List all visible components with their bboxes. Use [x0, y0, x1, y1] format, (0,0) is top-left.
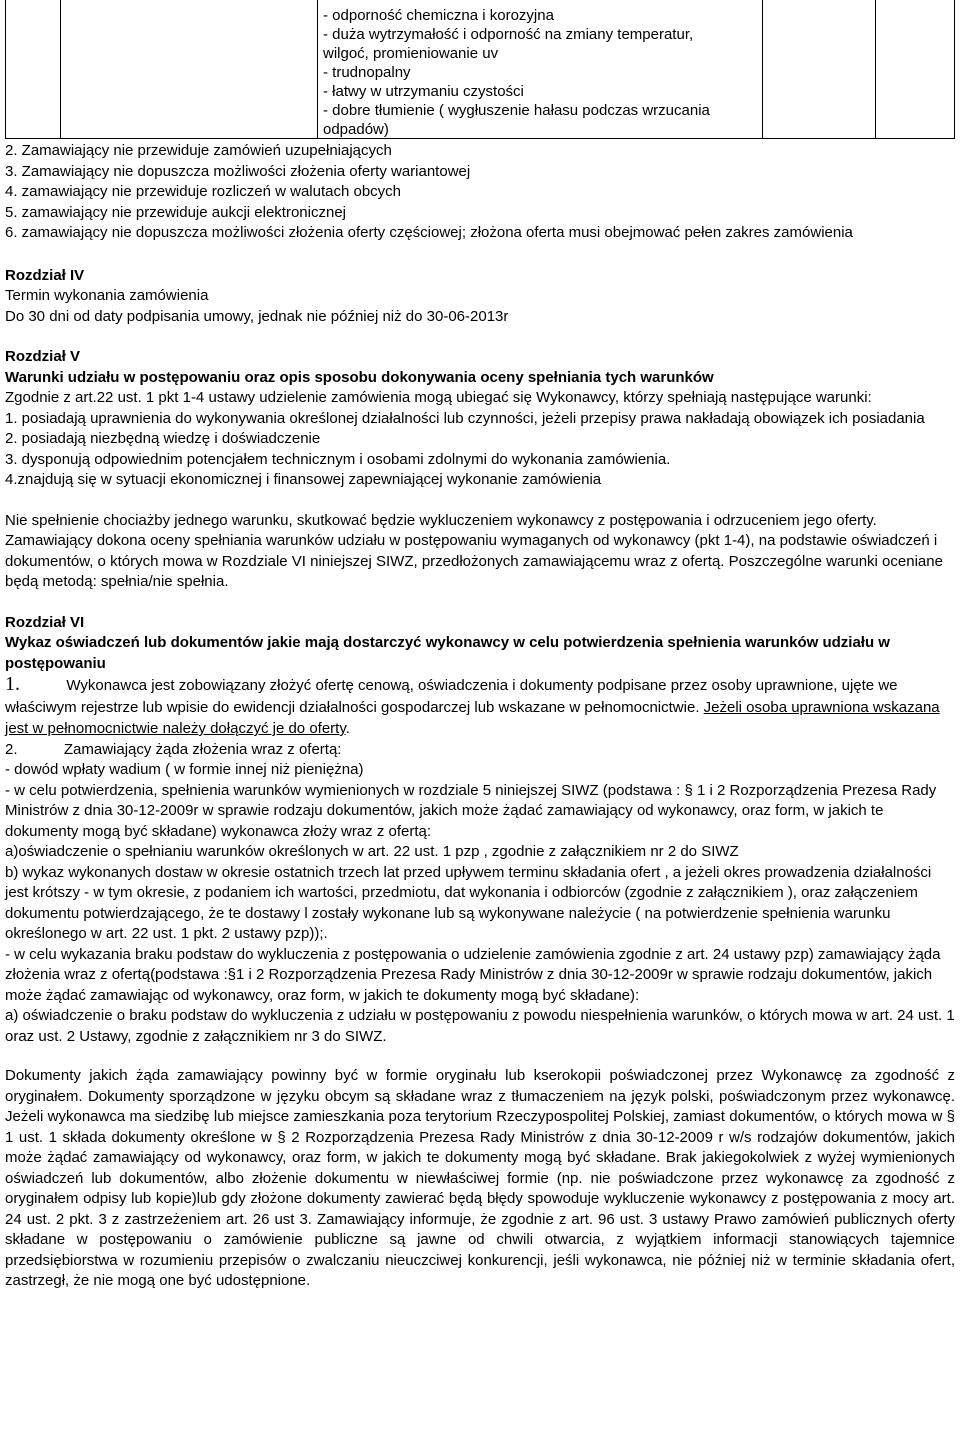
list-item: 3. dysponują odpowiednim potencjałem technicznym i osobami zdolnymi do wykonania zamówienia.	[5, 450, 671, 468]
list-line: a)oświadczenie o spełnianiu warunków określonych w art. 22 ust. 1 pzp , zgodnie z załącznikiem nr 2 do SIWZ	[5, 843, 739, 860]
list-line: a) oświadczenie o braku podstaw do wykluczenia z udziału w postępowaniu z powodu niespełnienia warunków, o których mowa w art. 24 ust. 1 oraz ust. 2 Ustawy, zgodnie z załącznikiem nr 3 do SIWZ.	[5, 1007, 955, 1045]
numbered-item	[5, 674, 955, 740]
item-text: Wykonawca jest zobowiązany złożyć ofertę cenową, oświadczenia i dokumenty podpisane przez osoby uprawnione, ujęte we właściwym rejestrze lub wpisie do ewidencji działalności gospodarczej lub wskazane w pełnomocnictwie.	[5, 677, 898, 716]
punctuation: .	[345, 720, 350, 737]
item-number: 2.	[5, 740, 18, 758]
table-border	[875, 0, 876, 139]
spec-line: wilgoć, promieniowanie uv	[323, 45, 499, 62]
list-line: - w celu potwierdzenia, spełnienia warunków wymienionych w rozdziale 5 niniejszej SIWZ (podstawa : § 1 i 2 Rozporządzenia Prezesa Rady Ministrów z dnia 30-12-2009r w sprawie rodzaju dokumentów, jakich może żądać zamawiający od wykonawcy, oraz form, w jakich te dokumenty mogą być składane) wykonawca złoży wraz z ofertą:	[5, 781, 937, 840]
section-heading: Rozdział V	[5, 348, 81, 365]
section-heading: Rozdział VI	[5, 613, 85, 631]
section-title: Termin wykonania zamówienia	[5, 287, 209, 304]
table-border	[60, 0, 61, 139]
list-item: 6. zamawiający nie dopuszcza możliwości złożenia oferty częściowej; złożona oferta musi obejmować pełen zakres zamówienia	[5, 224, 853, 241]
section-title: Warunki udziału w postępowaniu oraz opis sposobu dokonywania oceny spełniania tych warunków	[5, 368, 714, 386]
document-body	[5, 141, 955, 1292]
numbered-item	[5, 740, 955, 761]
section-text: Do 30 dni od daty podpisania umowy, jednak nie później niż do 30-06-2013r	[5, 307, 509, 325]
spec-line: - łatwy w utrzymaniu czystości	[323, 83, 524, 100]
paragraph: Zgodnie z art.22 ust. 1 pkt 1-4 ustawy udzielenie zamówienia mogą ubiegać się Wykonawcy, którzy spełniają następujące warunki:	[5, 389, 872, 406]
list-item: 1. posiadają uprawnienia do wykonywania określonej działalności lub czynności, jeżeli przepisy prawa nakładają obowiązek ich posiadania	[5, 409, 925, 427]
paragraph: Zamawiający dokona oceny spełniania warunków udziału w postępowaniu wymaganych od wykonawcy (pkt 1-4), na podstawie oświadczeń i dokumentów, o których mowa w Rozdziale VI niniejszej SIWZ, przedłożonych zamawiającemu wraz z ofertą. Poszczególne warunki oceniane będą metodą: spełnia/nie spełnia.	[5, 532, 943, 590]
list-item: 2. Zamawiający nie przewiduje zamówień uzupełniających	[5, 142, 392, 159]
table-border	[954, 0, 955, 139]
list-item: 4. zamawiający nie przewiduje rozliczeń w walutach obcych	[5, 183, 402, 200]
table-border	[5, 0, 6, 139]
list-line: - w celu wykazania braku podstaw do wykluczenia z postępowania o udzielenie zamówienia zgodnie z art. 24 ustawy pzp) zamawiający żąda złożenia wraz z ofertą(podstawa :§1 i 2 Rozporządzenia Prezesa Rady Ministrów z dnia 30-12-2009r w sprawie rodzaju dokumentów, jakich może żądać zamawiając od wykonawcy, oraz form, w jakich te dokumenty mogą być składane):	[5, 945, 941, 1004]
paragraph: Nie spełnienie chociażby jednego warunku, skutkować będzie wykluczeniem wykonawcy z postępowania i odrzuceniem jego oferty.	[5, 511, 877, 529]
list-item: 4.znajdują się w sytuacji ekonomicznej i finansowej zapewniającej wykonanie zamówienia	[5, 471, 602, 488]
list-item: 5. zamawiający nie przewiduje aukcji elektronicznej	[5, 203, 346, 221]
spec-line: - dobre tłumienie ( wygłuszenie hałasu podczas wrzucania	[323, 102, 710, 119]
item-text: Zamawiający żąda złożenia wraz z ofertą:	[63, 740, 342, 758]
spec-line: - odporność chemiczna i korozyjna	[323, 7, 554, 24]
list-line: b) wykaz wykonanych dostaw w okresie ostatnich trzech lat przed upływem terminu składania ofert , a jeżeli okres prowadzenia działalności jest krótszy - w tym okresie, z podaniem ich wartości, przedmiotu, dat wykonania i odbiorców (zgodnie z załącznikiem ), oraz załączeniem dokumentu potwierdzającego, że te dostawy l zostały wykonane lub są wykonywane należycie ( na potwierdzenie spełnienia warunku określonego w art. 22 ust. 1 pkt. 2 ustawy pzp));.	[5, 863, 932, 942]
spec-line: - trudnopalny	[323, 64, 411, 81]
list-line: - dowód wpłaty wadium ( w formie innej niż pieniężna)	[5, 761, 364, 778]
section-heading: Rozdział IV	[5, 266, 85, 284]
final-paragraph: Dokumenty jakich żąda zamawiający powinny być w formie oryginału lub kserokopii poświadczonej przez Wykonawcę za zgodność z oryginałem. Dokumenty sporządzone w języku obcym są składane wraz z tłumaczeniem na język polski, poświadczonym przez wykonawcę. Jeżeli wykonawca ma siedzibę lub miejsce zamieszkania poza terytorium Rzeczypospolitej Polskiej, zamiast dokumentów, o których mowa w § 1 ust. 1 składa dokumenty określone w § 2 Rozporządzenia Prezesa Rady Ministrów z dnia 30-12-2009 r w/s rodzajów dokumentów, jakich może żądać zamawiający od wykonawcy, oraz form, w jakich te dokumenty mogą być składane. Brak jakiegokolwiek z wyżej wymienionych oświadczeń lub dokumentów, albo złożenie dokumentu w niewłaściwej formie (np. nie poświadczone przez wykonawcę za zgodność z oryginałem odpisy lub kopie)lub gdy złożone dokumenty zawierać będą błędy spowoduje wykluczenie wykonawcy z postępowania z mocy art. 24 ust. 2 pkt. 3 z zastrzeżeniem art. 26 ust 3. Zamawiający informuje, że zgodnie z art. 96 ust. 3 ustawy Prawo zamówień publicznych oferty składane w postępowaniu o zamówienie publiczne są jawne od chwili otwarcia, z wyjątkiem informacji stanowiących tajemnice przedsiębiorstwa w rozumieniu przepisów o zwalczaniu nieuczciwej konkurencji, jeśli wykonawca, nie później niż w terminie składania ofert, zastrzegł, że nie mogą one być udostępnione.	[5, 1067, 955, 1289]
item-number: 1.	[5, 673, 20, 695]
spec-line: odpadów)	[323, 121, 389, 138]
section-title: Wykaz oświadczeń lub dokumentów jakie mają dostarczyć wykonawcy w celu potwierdzenia spełnienia warunków udziału w postępowaniu	[5, 634, 890, 672]
list-item: 2. posiadają niezbędną wiedzę i doświadczenie	[5, 430, 321, 447]
specification-table	[5, 0, 955, 139]
underlined-text: Jeżeli osoba uprawniona wskazana jest w pełnomocnictwie należy dołączyć je do oferty	[5, 698, 940, 737]
specification-cell	[323, 6, 763, 139]
list-item: 3. Zamawiający nie dopuszcza możliwości złożenia oferty wariantowej	[5, 162, 471, 180]
spec-line: - duża wytrzymałość i odporność na zmiany temperatur,	[323, 26, 694, 43]
table-border	[317, 0, 318, 139]
